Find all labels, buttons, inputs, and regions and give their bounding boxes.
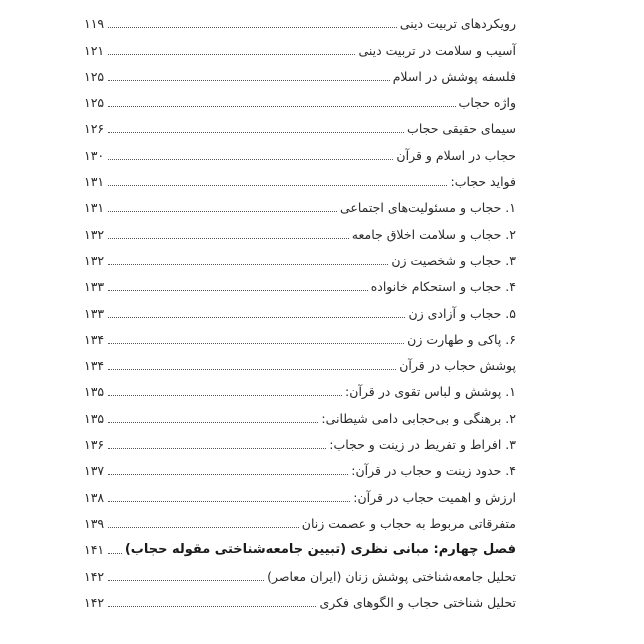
toc-entry-page-number: ۱۳۶ [84, 437, 105, 453]
toc-chapter-heading[interactable] [84, 532, 516, 558]
toc-entry-page-number: ۱۳۹ [84, 515, 105, 531]
toc-entry-page-number: ۱۳۸ [84, 489, 105, 505]
toc-entry-title: ۲. حجاب و سلامت اخلاق جامعه [351, 226, 516, 242]
toc-entry[interactable] [84, 243, 516, 269]
dot-leader [108, 210, 337, 212]
toc-entry[interactable] [84, 427, 516, 453]
toc-entry-page-number: ۱۳۴ [84, 331, 105, 347]
toc-entry-title: ۲. برهنگی و بی‌حجابی دامی شیطانی: [321, 410, 516, 426]
toc-entry-page-number: ۱۳۵ [84, 384, 105, 400]
dot-leader [108, 105, 455, 107]
toc-entry-page-number: ۱۴۲ [84, 594, 105, 610]
toc-entry-title: ۳. حجاب و شخصیت زن [391, 252, 516, 268]
toc-entry-page-number: ۱۳۴ [84, 358, 105, 374]
toc-entry-title: فواید حجاب: [450, 174, 516, 190]
dot-leader [108, 500, 350, 502]
dot-leader [108, 289, 368, 291]
toc-entry[interactable] [84, 190, 516, 216]
toc-entry-title: متفرقاتی مربوط به حجاب و عصمت زنان [301, 515, 516, 531]
dot-leader [108, 237, 349, 239]
toc-entry-title: ۶. پاکی و طهارت زن [407, 331, 516, 347]
toc-entry-title: ۳. افراط و تفریط در زینت و حجاب: [329, 437, 516, 453]
toc-entry[interactable] [84, 85, 516, 111]
dot-leader [108, 79, 390, 81]
toc-entry-page-number: ۱۲۶ [84, 121, 105, 137]
toc-entry-title: حجاب در اسلام و قرآن [396, 147, 516, 163]
dot-leader [108, 526, 299, 528]
table-of-contents [84, 6, 516, 611]
dot-leader [108, 263, 388, 265]
toc-entry-page-number: ۱۳۵ [84, 410, 105, 426]
toc-entry-title: تحلیل شناختی حجاب و الگوهای فکری [319, 594, 516, 610]
toc-entry-page-number: ۱۳۲ [84, 226, 105, 242]
dot-leader [108, 53, 355, 55]
dot-leader [108, 131, 404, 133]
toc-entry-page-number: ۱۲۵ [84, 95, 105, 111]
toc-entry[interactable] [84, 32, 516, 58]
toc-entry-title: ارزش و اهمیت حجاب در قرآن: [353, 489, 516, 505]
toc-entry[interactable] [84, 164, 516, 190]
toc-entry[interactable] [84, 137, 516, 163]
toc-entry[interactable] [84, 400, 516, 426]
toc-entry[interactable] [84, 506, 516, 532]
toc-entry[interactable] [84, 216, 516, 242]
toc-entry-page-number: ۱۳۳ [84, 279, 105, 295]
toc-entry-title: ۱. حجاب و مسئولیت‌های اجتماعی [340, 200, 516, 216]
toc-entry-page-number: ۱۳۱ [84, 200, 105, 216]
dot-leader [108, 605, 316, 607]
dot-leader [108, 26, 397, 28]
dot-leader [108, 368, 396, 370]
toc-entry-title: ۵. حجاب و آزادی زن [408, 305, 516, 321]
toc-entry-title: ۴. حجاب و استحکام خانواده [370, 279, 516, 295]
toc-entry-title: رویکردهای تربیت دینی [399, 16, 516, 32]
toc-entry[interactable] [84, 295, 516, 321]
toc-entry-page-number: ۱۳۳ [84, 305, 105, 321]
toc-entry[interactable] [84, 59, 516, 85]
toc-entry-page-number: ۱۳۱ [84, 174, 105, 190]
dot-leader [108, 342, 404, 344]
toc-entry[interactable] [84, 322, 516, 348]
toc-entry-page-number: ۱۱۹ [84, 16, 105, 32]
dot-leader [108, 421, 318, 423]
toc-entry[interactable] [84, 479, 516, 505]
dot-leader [108, 394, 342, 396]
toc-entry-page-number: ۱۳۰ [84, 147, 105, 163]
dot-leader [108, 473, 348, 475]
toc-entry-title: پوشش حجاب در قرآن [399, 358, 516, 374]
toc-entry-page-number: ۱۴۲ [84, 568, 105, 584]
toc-entry-page-number: ۱۲۵ [84, 68, 105, 84]
toc-entry-title: ۱. پوشش و لباس تقوی در قرآن: [345, 384, 516, 400]
dot-leader [108, 447, 326, 449]
toc-entry[interactable] [84, 348, 516, 374]
toc-entry[interactable] [84, 269, 516, 295]
toc-entry-title: فصل چهارم: مبانی نظری (تبیین جامعه‌شناختی مقوله حجاب) [124, 542, 516, 558]
toc-entry-title: سیمای حقیقی حجاب [407, 121, 516, 137]
dot-leader [108, 316, 405, 318]
toc-entry[interactable] [84, 585, 516, 611]
toc-entry[interactable] [84, 111, 516, 137]
toc-entry-page-number: ۱۴۱ [84, 542, 105, 558]
toc-entry-title: واژه حجاب [458, 95, 516, 111]
toc-entry-title: تحلیل جامعه‌شناختی پوشش زنان (ایران معاصر) [267, 568, 516, 584]
toc-entry-page-number: ۱۳۲ [84, 252, 105, 268]
toc-entry[interactable] [84, 558, 516, 584]
dot-leader [108, 158, 393, 160]
dot-leader [108, 579, 264, 581]
toc-entry[interactable] [84, 374, 516, 400]
toc-entry-title: فلسفه پوشش در اسلام [392, 68, 516, 84]
toc-entry-page-number: ۱۲۱ [84, 42, 105, 58]
toc-entry-title: ۴. حدود زینت و حجاب در قرآن: [351, 463, 516, 479]
toc-entry-title: آسیب و سلامت در تربیت دینی [358, 42, 516, 58]
toc-entry[interactable] [84, 453, 516, 479]
dot-leader [108, 184, 447, 186]
toc-entry[interactable] [84, 6, 516, 32]
dot-leader [108, 552, 122, 554]
toc-entry-page-number: ۱۳۷ [84, 463, 105, 479]
